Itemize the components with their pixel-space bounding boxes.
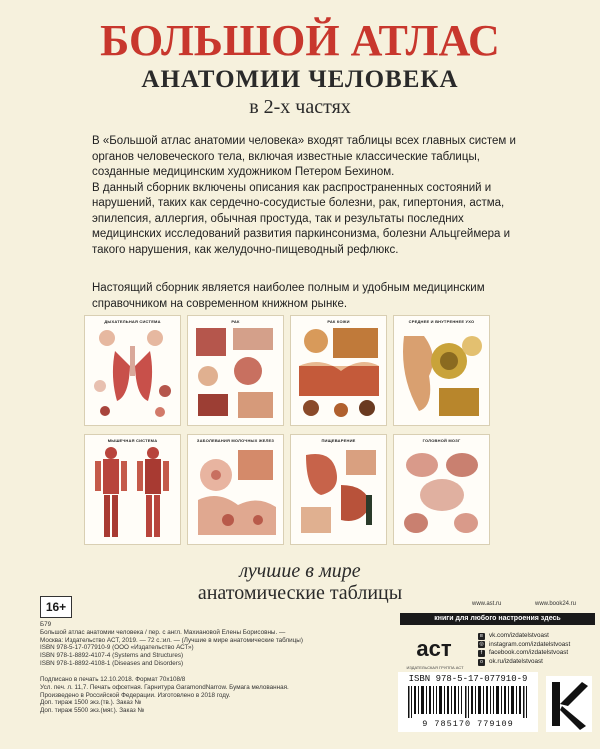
biblio-line: Москва: Издательство АСТ, 2019. — 72 с.:ил. — (Лучшие в мире анатомические таблицы) (40, 636, 303, 644)
cancer-illustration-icon (188, 316, 283, 425)
barcode-icon (408, 686, 528, 718)
title-parts: в 2-х частях (249, 96, 351, 118)
description-paragraph-2: В данный сборник включены описания как распространенных состояний и нарушений, таких как сердечно-сосудистые болезни, рак, гипертония, астма, эпилепсия, аллергия, обычная простуда, так и результаты последних медицинских исследований развития паркинсонизма, болезни Альцгеймера и такого нарушения, как желудочно-пищеводный рефлюкс. (92, 181, 511, 256)
muscular-illustration-icon (85, 435, 180, 544)
thumbnail-breast (187, 434, 284, 545)
ear-illustration-icon (394, 316, 489, 425)
respiratory-illustration-icon (85, 316, 180, 425)
thumbnail-title: ДЫХАТЕЛЬНАЯ СИСТЕМА (104, 319, 161, 324)
bibliographic-info (40, 621, 400, 668)
thumbnail-title: ГОЛОВНОЙ МОЗГ (422, 438, 461, 443)
thumbnail-title: МЫШЕЧНАЯ СИСТЕМА (107, 438, 158, 443)
isbn-label: ISBN 978-5-17-077910-9 (408, 674, 528, 684)
odnoklassniki-icon: о (478, 659, 485, 666)
thumbnail-title: СРЕДНЕЕ И ВНУТРЕННЕЕ УХО (408, 319, 475, 324)
biblio-code: Б79 (40, 621, 52, 628)
description-block (92, 134, 522, 258)
biblio-line: ISBN 978-5-17-077910-9 (ООО «Издательство АСТ») (40, 644, 194, 652)
social-link-instagram[interactable] (478, 641, 570, 650)
slogan-line-1: лучшие в мире (239, 560, 361, 582)
barcode-number: 9 785170 779109 (422, 719, 514, 729)
description-paragraph-3: Настоящий сборник является наиболее полным и удобным медицинским справочником на современном книжном рынке. (92, 282, 485, 310)
thumbnail-skin-cancer (290, 315, 387, 426)
facebook-icon: f (478, 650, 485, 657)
thumbnail-cancer (187, 315, 284, 426)
print-info (40, 676, 400, 715)
skin-cancer-illustration-icon (291, 316, 386, 425)
digestion-illustration-icon (291, 435, 386, 544)
publisher-tagline-bar: книги для любого настроения здесь (400, 613, 595, 625)
vk-icon: в (478, 633, 485, 640)
ast-logo-caption: ИЗДАТЕЛЬСКАЯ ГРУППА АСТ (406, 665, 464, 670)
print-line: Произведено в Российской Федерации. Изготовлено в 2018 году. (40, 691, 231, 699)
slogan (0, 560, 600, 604)
thumbnail-grid (84, 315, 524, 555)
age-rating-badge: 16+ (40, 596, 72, 618)
breast-illustration-icon (188, 435, 283, 544)
brain-illustration-icon (394, 435, 489, 544)
thumbnail-title: РАК КОЖИ (327, 319, 350, 324)
thumbnail-title: ПИЩЕВАРЕНИЕ (321, 438, 356, 443)
isbn-barcode-box (398, 672, 538, 732)
print-line: Усл. печ. л. 11,7. Печать офсетная. Гарнитура GaramondNarrow. Бумага мелованная. (40, 683, 289, 691)
biblio-line: ISBN 978-1-8892-4107-4 (Systems and Structures) (40, 652, 184, 660)
social-link-facebook[interactable] (478, 649, 570, 658)
social-link-text: facebook.com/izdatelstvoast (489, 649, 569, 657)
description-block-2 (92, 281, 522, 312)
thumbnail-respiratory (84, 315, 181, 426)
title-subtitle: АНАТОМИИ ЧЕЛОВЕКА (141, 66, 459, 93)
thumbnail-ear (393, 315, 490, 426)
print-line: Доп. тираж 5500 экз.(мяг.). Заказ № (40, 707, 145, 715)
social-link-vk[interactable] (478, 632, 570, 641)
instagram-icon: ◎ (479, 641, 484, 648)
description-paragraph-1: В «Большой атлас анатомии человека» входят таблицы всех главных систем и органов человеческого тела, включая известные классические таблицы, созданные медицинским художником Петером Бехином. (92, 135, 516, 178)
title-main: БОЛЬШОЙ АТЛАС (100, 16, 500, 65)
biblio-line: Большой атлас анатомии человека / пер. с англ. Махиановой Елены Борисовны. — (40, 628, 286, 636)
social-link-text: instagram.com/izdatelstvoast (489, 640, 571, 648)
thumbnail-title: РАК (231, 319, 240, 324)
thumbnail-muscular (84, 434, 181, 545)
publisher-k-logo-icon (546, 676, 592, 732)
slogan-line-2: анатомические таблицы (197, 582, 403, 604)
ast-logo-text: аст (416, 636, 452, 661)
thumbnail-brain (393, 434, 490, 545)
social-links (478, 632, 570, 666)
social-link-odnoklassniki[interactable] (478, 658, 570, 667)
website-book24[interactable]: www.book24.ru (535, 601, 577, 607)
thumbnail-digestion (290, 434, 387, 545)
biblio-line: ISBN 978-1-8892-4108-1 (Diseases and Disorders) (40, 659, 184, 667)
print-line: Доп. тираж 1500 экз.(тв.). Заказ № (40, 699, 142, 707)
website-ast[interactable]: www.ast.ru (472, 601, 502, 607)
social-link-text: ok.ru/izdatelstvoast (489, 657, 543, 665)
print-line: Подписано в печать 12.10.2018. Формат 70х108/8 (40, 676, 186, 683)
social-link-text: vk.com/izdatelstvoast (489, 632, 549, 639)
thumbnail-title: ЗАБОЛЕВАНИЯ МОЛОЧНЫХ ЖЕЛЕЗ (196, 438, 275, 443)
